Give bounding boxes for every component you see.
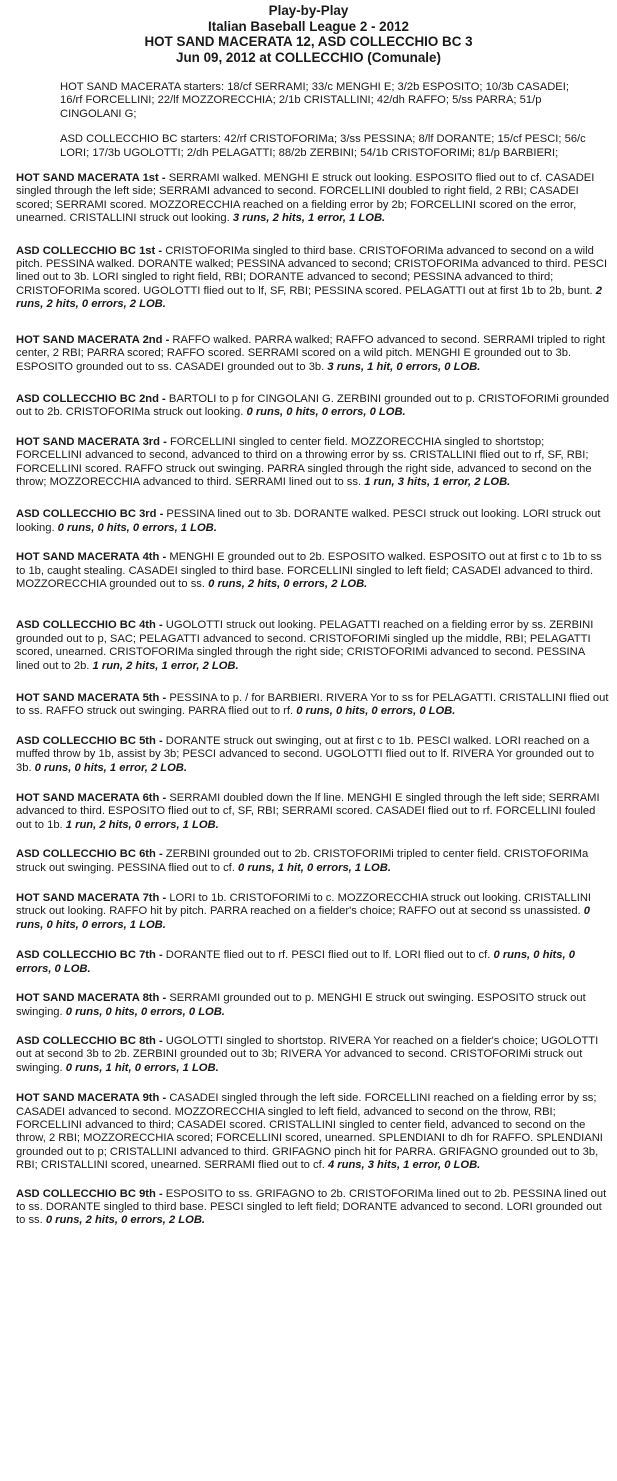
inning-entry: [16, 992, 611, 1019]
report-title: Play-by-Play: [268, 3, 349, 18]
inning-summary: 0 runs, 1 hit, 0 errors, 1 LOB.: [238, 861, 391, 874]
inning-team-label: HOT SAND MACERATA 9th -: [16, 1092, 167, 1105]
inning-team-label: HOT SAND MACERATA 4th -: [16, 551, 167, 564]
inning-summary: 4 runs, 3 hits, 1 error, 0 LOB.: [327, 1159, 481, 1172]
inning-team-label: ASD COLLECCHIO BC 5th -: [16, 734, 163, 747]
inning-summary: 0 runs, 0 hits, 0 errors, 0 LOB.: [65, 1005, 225, 1018]
inning-summary: 0 runs, 2 hits, 0 errors, 2 LOB.: [208, 577, 368, 590]
inning-summary: 3 runs, 2 hits, 1 error, 1 LOB.: [232, 212, 386, 225]
inning-plays: CASADEI singled through the left side. FORCELLINI reached on a fielding error by ss; CASADEI advanced to second. MOZZORECCHIA singled to left field, advanced to second on the throw, RBI; FORCELLINI advanced to third; CASADEI scored. CRISTALLINI singled to center field, advanced to second on the throw, 2 RBI; MOZZORECCHIA scored; FORCELLINI scored, unearned. SPLENDIANI to dh for RAFFO. SPLENDIANI grounded out to p; CRISTALLINI advanced to third. GRIFAGNO pinch hit for PARRA. GRIFAGNO grounded out to 3b, RBI; CRISTALLINI scored, unearned. SERRAMI flied out to cf.: [16, 1092, 603, 1172]
inning-entry: [16, 848, 611, 875]
inning-entry: [16, 245, 611, 312]
inning-entry: [16, 892, 611, 932]
inning-summary: 2 runs, 2 hits, 0 errors, 2 LOB.: [16, 284, 602, 311]
report-header: [0, 0, 617, 65]
inning-entry: [16, 393, 611, 420]
inning-summary: 0 runs, 1 hit, 0 errors, 1 LOB.: [65, 1061, 219, 1074]
inning-entry: [16, 334, 611, 374]
inning-plays: UGOLOTTI singled to shortstop. RIVERA Yor reached on a fielder's choice; UGOLOTTI out at second 3b to 2b. ZERBINI grounded out to 3b; RIVERA Yor advanced to second. CRISTOFORIMi struck out swinging.: [16, 1034, 599, 1074]
inning-summary: 1 run, 3 hits, 1 error, 2 LOB.: [364, 475, 511, 488]
inning-team-label: HOT SAND MACERATA 6th -: [16, 792, 167, 805]
inning-plays: RAFFO walked. PARRA walked; RAFFO advanced to second. SERRAMI tripled to right center, 2 RBI; PARRA scored; RAFFO scored. SERRAMI scored on a wild pitch. MENGHI E grounded out to 3b. ESPOSITO grounded out to ss. CASADEI grounded out to 3b.: [16, 333, 605, 373]
inning-team-label: HOT SAND MACERATA 7th -: [16, 892, 167, 905]
innings-list: [16, 172, 611, 1228]
inning-plays: PESSINA lined out to 3b. DORANTE walked. PESCI struck out looking. LORI struck out looking.: [16, 508, 601, 534]
inning-plays: CRISTOFORIMa singled to third base. CRISTOFORIMa advanced to second on a wild pitch. PESSINA walked. DORANTE walked; PESSINA advanced to second; CRISTOFORIMa advanced to third. PESCI lined out to 3b. LORI singled to right field, RBI; DORANTE advanced to second; PESSINA advanced to third; CRISTOFORIMa scored. UGOLOTTI flied out to lf, SF, RBI; PESSINA scored. PELAGATTI out at first 1b to 2b, bunt.: [16, 244, 608, 297]
inning-entry: [16, 172, 611, 226]
inning-plays: SERRAMI grounded out to p. MENGHI E struck out swinging. ESPOSITO struck out swinging.: [16, 992, 586, 1018]
inning-summary: 0 runs, 0 hits, 0 errors, 1 LOB.: [16, 905, 591, 931]
inning-plays: PESSINA to p. / for BARBIERI. RIVERA Yor to ss for PELAGATTI. CRISTALLINI flied out to ss. RAFFO struck out swinging. PARRA flied out to rf.: [16, 692, 609, 718]
inning-team-label: HOT SAND MACERATA 5th -: [16, 692, 167, 704]
inning-plays: MENGHI E grounded out to 2b. ESPOSITO walked. ESPOSITO out at first c to 1b to ss to 1b, caught stealing. CASADEI singled to third base. FORCELLINI singled to left field; CASADEI advanced to third. MOZZORECCHIA grounded out to ss.: [16, 551, 602, 590]
inning-team-label: ASD COLLECCHIO BC 2nd -: [16, 392, 166, 405]
game-date-venue: Jun 09, 2012 at COLLECCHIO (Comunale): [176, 49, 441, 65]
inning-team-label: HOT SAND MACERATA 3rd -: [16, 435, 167, 448]
inning-summary: 1 run, 2 hits, 0 errors, 1 LOB.: [65, 818, 219, 831]
inning-team-label: HOT SAND MACERATA 1st -: [16, 172, 166, 185]
inning-plays: ESPOSITO to ss. GRIFAGNO to 2b. CRISTOFORIMa lined out to 2b. PESSINA lined out to ss. DORANTE singled to third base. PESCI singled to left field; DORANTE advanced to second. LORI grounded out to ss.: [16, 1187, 607, 1227]
inning-summary: 3 runs, 1 hit, 0 errors, 0 LOB.: [327, 360, 481, 373]
home-starters: HOT SAND MACERATA starters: 18/cf SERRAMI; 33/c MENGHI E; 3/2b ESPOSITO; 10/3b CASADEI; 16/rf FORCELLINI; 22/lf MOZZORECCHIA; 2/1b CRISTALLINI; 42/dh RAFFO; 5/ss PARRA; 51/p CINGOLANI G;: [60, 81, 569, 120]
inning-entry: [16, 792, 611, 832]
inning-team-label: ASD COLLECCHIO BC 3rd -: [16, 508, 164, 521]
inning-plays: DORANTE flied out to rf. PESCI flied out to lf. LORI flied out to cf.: [165, 949, 491, 962]
inning-team-label: HOT SAND MACERATA 2nd -: [16, 333, 170, 346]
inning-team-label: ASD COLLECCHIO BC 9th -: [16, 1187, 163, 1200]
inning-entry: [16, 1188, 611, 1228]
inning-entry: [16, 735, 611, 775]
inning-entry: [16, 1035, 611, 1075]
inning-summary: 0 runs, 0 hits, 1 error, 2 LOB.: [34, 761, 187, 774]
inning-team-label: ASD COLLECCHIO BC 6th -: [16, 848, 163, 861]
inning-team-label: ASD COLLECCHIO BC 8th -: [16, 1034, 163, 1047]
inning-team-label: HOT SAND MACERATA 8th -: [16, 992, 167, 1005]
inning-summary: 0 runs, 0 hits, 0 errors, 0 LOB.: [16, 949, 575, 975]
starters-section: [60, 81, 587, 160]
inning-plays: SERRAMI walked. MENGHI E struck out looking. ESPOSITO flied out to cf. CASADEI singled through the left side; SERRAMI advanced to second. FORCELLINI doubled to right field, 2 RBI; CASADEI scored; SERRAMI scored. MOZZORECCHIA reached on a fielding error by 2b; FORCELLINI scored on the error, unearned. CRISTALLINI struck out looking.: [16, 172, 595, 225]
inning-entry: [16, 551, 611, 591]
inning-summary: 0 runs, 2 hits, 0 errors, 2 LOB.: [45, 1214, 206, 1227]
inning-plays: DORANTE struck out swinging, out at first c to 1b. PESCI walked. LORI reached on a muffed throw by 1b, assist by 3b; PESCI advanced to second. UGOLOTTI flied out to lf. RIVERA Yor grounded out to 3b.: [16, 734, 595, 774]
inning-plays: ZERBINI grounded out to 2b. CRISTOFORIMi tripled to center field. CRISTOFORIMa struck out swinging. PESSINA flied out to cf.: [16, 848, 589, 874]
inning-team-label: ASD COLLECCHIO BC 7th -: [16, 949, 163, 962]
inning-team-label: ASD COLLECCHIO BC 1st -: [16, 244, 163, 257]
inning-summary: 0 runs, 0 hits, 0 errors, 0 LOB.: [296, 705, 456, 718]
inning-entry: [16, 619, 611, 673]
inning-plays: SERRAMI doubled down the lf line. MENGHI E singled through the left side; SERRAMI advanced to third. ESPOSITO flied out to cf, SF, RBI; SERRAMI scored. CASADEI flied out to rf. FORCELLINI fouled out to 1b.: [16, 792, 600, 831]
inning-summary: 0 runs, 0 hits, 0 errors, 1 LOB.: [57, 521, 217, 534]
inning-entry: [16, 436, 611, 490]
inning-entry: [16, 508, 611, 535]
game-result: HOT SAND MACERATA 12, ASD COLLECCHIO BC 3: [144, 34, 473, 49]
inning-plays: LORI to 1b. CRISTOFORIMi to c. MOZZORECCHIA struck out looking. CRISTALLINI struck out looking. RAFFO hit by pitch. PARRA reached on a fielder's choice; RAFFO out at second ss unassisted.: [16, 892, 592, 918]
inning-entry: [16, 949, 611, 976]
away-starters: ASD COLLECCHIO BC starters: 42/rf CRISTOFORIMa; 3/ss PESSINA; 8/lf DORANTE; 15/cf PESCI; 56/c LORI; 17/3b UGOLOTTI; 2/dh PELAGATTI; 88/2b ZERBINI; 54/1b CRISTOFORIMi; 81/p BARBIERI;: [60, 133, 586, 159]
inning-summary: 0 runs, 0 hits, 0 errors, 0 LOB.: [246, 406, 406, 419]
inning-entry: [16, 1092, 611, 1172]
inning-summary: 1 run, 2 hits, 1 error, 2 LOB.: [92, 659, 239, 672]
inning-team-label: ASD COLLECCHIO BC 4th -: [16, 619, 163, 632]
league-name: Italian Baseball League 2 - 2012: [208, 18, 409, 34]
inning-plays: BARTOLI to p for CINGOLANI G. ZERBINI grounded out to p. CRISTOFORIMi grounded out to 2b. CRISTOFORIMa struck out looking.: [16, 392, 610, 419]
inning-plays: UGOLOTTI struck out looking. PELAGATTI reached on a fielding error by ss. ZERBINI grounded out to p, SAC; PELAGATTI advanced to second. CRISTOFORIMi singled up the middle, RBI; PELAGATTI scored, unearned. CRISTOFORIMa singled through the right side; CRISTOFORIMi advanced to second. PESSINA lined out to 2b.: [16, 619, 594, 672]
inning-entry: [16, 692, 611, 719]
inning-plays: FORCELLINI singled to center field. MOZZORECCHIA singled to shortstop; FORCELLINI advanced to second, advanced to third on a throwing error by ss. CRISTALLINI flied out to rf, SF, RBI; FORCELLINI scored. RAFFO struck out swinging. PARRA singled through the right side, advanced to second on the throw; MOZZORECCHIA advanced to third. SERRAMI lined out to ss.: [16, 435, 592, 488]
